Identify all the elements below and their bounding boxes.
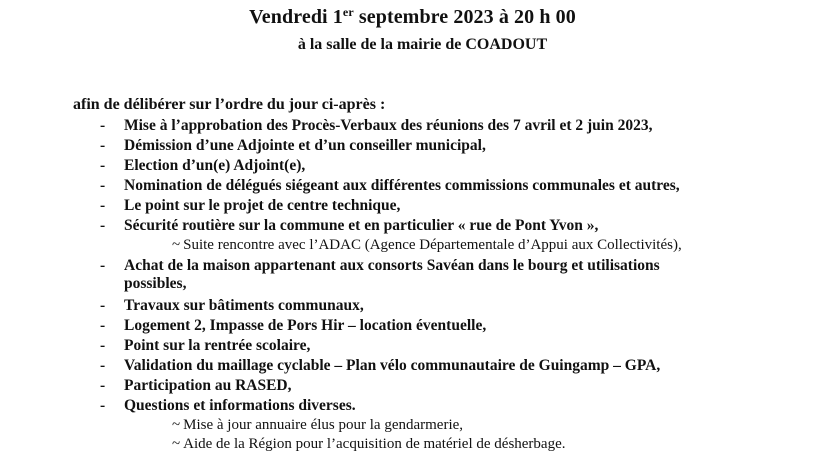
- agenda-item-approval-minutes: Mise à l’approbation des Procès-Verbaux des réunions des 7 avril et 2 juin 2023,: [124, 117, 653, 134]
- agenda-item-road-safety: Sécurité routière sur la commune et en particulier « rue de Pont Yvon »,: [124, 217, 599, 234]
- item-dash: -: [100, 337, 106, 354]
- agenda-subitem-adac-text: Suite rencontre avec l’ADAC (Agence Départementale d’Appui aux Collectivités),: [183, 237, 682, 253]
- agenda-item-resignation: Démission d’une Adjointe et d’un conseiller municipal,: [124, 137, 486, 154]
- item-dash: -: [100, 197, 106, 214]
- item-dash: -: [100, 137, 106, 154]
- item-dash: -: [100, 117, 106, 134]
- meeting-place-heading: à la salle de la mairie de COADOUT: [297, 36, 548, 53]
- meeting-date-heading: [0, 6, 825, 29]
- agenda-item-cycling-plan: Validation du maillage cyclable – Plan vélo communautaire de Guingamp – GPA,: [124, 357, 661, 374]
- agenda-item-election: Election d’un(e) Adjoint(e),: [124, 157, 306, 174]
- agenda-item-school-year: Point sur la rentrée scolaire,: [124, 337, 311, 354]
- agenda-subitem-weeding-grant: [172, 435, 566, 453]
- agenda-item-technical-center: Le point sur le projet de centre technique,: [124, 197, 401, 214]
- agenda-subitem-adac: [172, 236, 682, 254]
- item-dash: -: [100, 357, 106, 374]
- item-dash: -: [100, 297, 106, 314]
- agenda-item-housing-rental: Logement 2, Impasse de Pors Hir – location éventuelle,: [124, 317, 487, 334]
- item-dash: -: [100, 377, 106, 394]
- agenda-item-delegates: Nomination de délégués siégeant aux différentes commissions communales et autres,: [124, 177, 680, 194]
- tilde-bullet: ~: [172, 417, 181, 433]
- item-dash: -: [100, 217, 106, 234]
- agenda-subitem-gendarmerie: [172, 416, 463, 434]
- agenda-intro: afin de délibérer sur l’ordre du jour ci-après :: [73, 96, 386, 113]
- agenda-item-house-purchase-continued: possibles,: [124, 275, 187, 292]
- agenda-subitem-gendarmerie-text: Mise à jour annuaire élus pour la gendarmerie,: [183, 417, 464, 433]
- agenda-item-buildings-works: Travaux sur bâtiments communaux,: [124, 297, 364, 314]
- date-ordinal-suffix: er: [342, 5, 354, 19]
- item-dash: -: [100, 317, 106, 334]
- date-suffix: septembre 2023 à 20 h 00: [353, 6, 576, 28]
- agenda-subitem-weeding-grant-text: Aide de la Région pour l’acquisition de matériel de désherbage.: [183, 436, 566, 452]
- item-dash: -: [100, 157, 106, 174]
- item-dash: -: [100, 257, 106, 274]
- agenda-item-questions: Questions et informations diverses.: [124, 397, 356, 414]
- item-dash: -: [100, 177, 106, 194]
- agenda-item-house-purchase: Achat de la maison appartenant aux consorts Savéan dans le bourg et utilisations: [124, 257, 660, 274]
- item-dash: -: [100, 397, 106, 414]
- tilde-bullet: ~: [172, 436, 181, 452]
- date-prefix: Vendredi 1: [249, 6, 343, 28]
- tilde-bullet: ~: [172, 237, 181, 253]
- agenda-item-rased: Participation au RASED,: [124, 377, 292, 394]
